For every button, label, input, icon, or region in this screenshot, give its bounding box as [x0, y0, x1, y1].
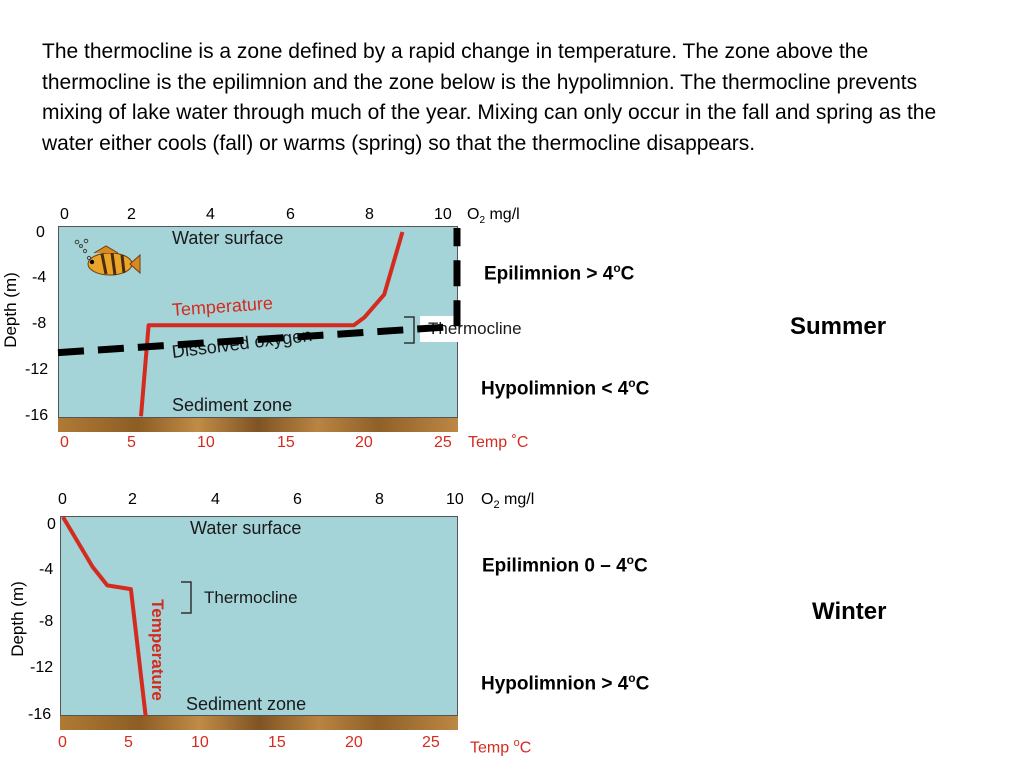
depth-tick: -4	[39, 561, 54, 578]
epilimnion-label: Epilimnion > $4^oC$	[484, 261, 635, 285]
o2-tick: 6	[293, 491, 302, 508]
temp-tick: 15	[268, 734, 286, 751]
depth-tick: 0	[36, 224, 45, 241]
temp-tick: 20	[345, 734, 363, 751]
o2-axis-label: $O_2$ mg/l	[481, 491, 535, 512]
o2-tick: 8	[365, 206, 374, 223]
bubbles-icon	[75, 239, 90, 259]
temperature-line	[141, 232, 402, 416]
temp-tick: 5	[127, 434, 136, 451]
temp-tick: 0	[60, 434, 69, 451]
depth-axis-label: Depth (m)	[1, 272, 20, 348]
intro-paragraph: The thermocline is a zone defined by a rapid change in temperature. The zone above the thermocline is the epilimnion and the zone below is the hypolimnion. The thermocline prevents mixing of lake water through much of the year. Mixing can only occur in the fall and spring as the water either cools (fall) or warms (spring) so that the thermocline disappears.	[42, 40, 937, 155]
sediment-zone-label: Sediment zone	[172, 395, 293, 415]
depth-tick: -12	[25, 361, 49, 378]
temp-axis-label: Temp ˚C	[468, 434, 529, 451]
o2-tick: 4	[206, 206, 215, 223]
temp-tick: 0	[58, 734, 67, 751]
o2-tick: 0	[60, 206, 69, 223]
o2-tick: 2	[127, 206, 136, 223]
depth-tick: -4	[32, 269, 47, 286]
temperature-line	[63, 517, 146, 716]
season-label-winter: Winter	[812, 598, 887, 625]
depth-tick: -16	[28, 706, 52, 723]
o2-tick: 6	[286, 206, 295, 223]
fish-icon	[88, 246, 140, 275]
water-surface-label: Water surface	[172, 228, 284, 248]
temp-tick: 15	[277, 434, 295, 451]
depth-tick: 0	[47, 516, 56, 533]
o2-tick: 0	[58, 491, 67, 508]
temp-tick: 25	[422, 734, 440, 751]
temp-tick: 10	[197, 434, 215, 451]
depth-tick: -16	[25, 407, 49, 424]
sediment-zone-label: Sediment zone	[186, 694, 307, 714]
bracket-icon	[404, 317, 414, 343]
oxygen-line-label: Dissolved oxygen	[170, 324, 314, 362]
thermocline-label: Thermocline	[204, 588, 298, 607]
depth-tick: -8	[39, 613, 54, 630]
temp-tick: 5	[124, 734, 133, 751]
hypolimnion-label: Hypolimnion < $4^oC$	[481, 376, 650, 400]
temp-tick: 10	[191, 734, 209, 751]
o2-tick: 8	[375, 491, 384, 508]
temperature-line-label: Temperature	[148, 599, 167, 701]
water-surface-label: Water surface	[190, 518, 302, 538]
thermocline-label: Thermocline	[428, 319, 522, 338]
season-label-summer: Summer	[790, 313, 887, 340]
o2-tick: 10	[434, 206, 452, 223]
o2-tick: 10	[446, 491, 464, 508]
temp-tick: 20	[355, 434, 373, 451]
epilimnion-label: Epilimnion 0 – 4$^o$C	[482, 553, 648, 577]
hypolimnion-label: Hypolimnion > $4^oC$	[481, 671, 650, 695]
o2-axis-label: $O_2$ mg/l	[467, 206, 520, 227]
depth-tick: -12	[30, 659, 54, 676]
temperature-line-label: Temperature	[171, 292, 274, 320]
o2-tick: 4	[211, 491, 220, 508]
o2-tick: 2	[128, 491, 137, 508]
depth-tick: -8	[32, 315, 47, 332]
bracket-icon	[181, 582, 191, 613]
depth-axis-label: Depth (m)	[8, 581, 27, 657]
temp-axis-label: Temp $^o$C	[470, 737, 532, 757]
temp-tick: 25	[434, 434, 452, 451]
